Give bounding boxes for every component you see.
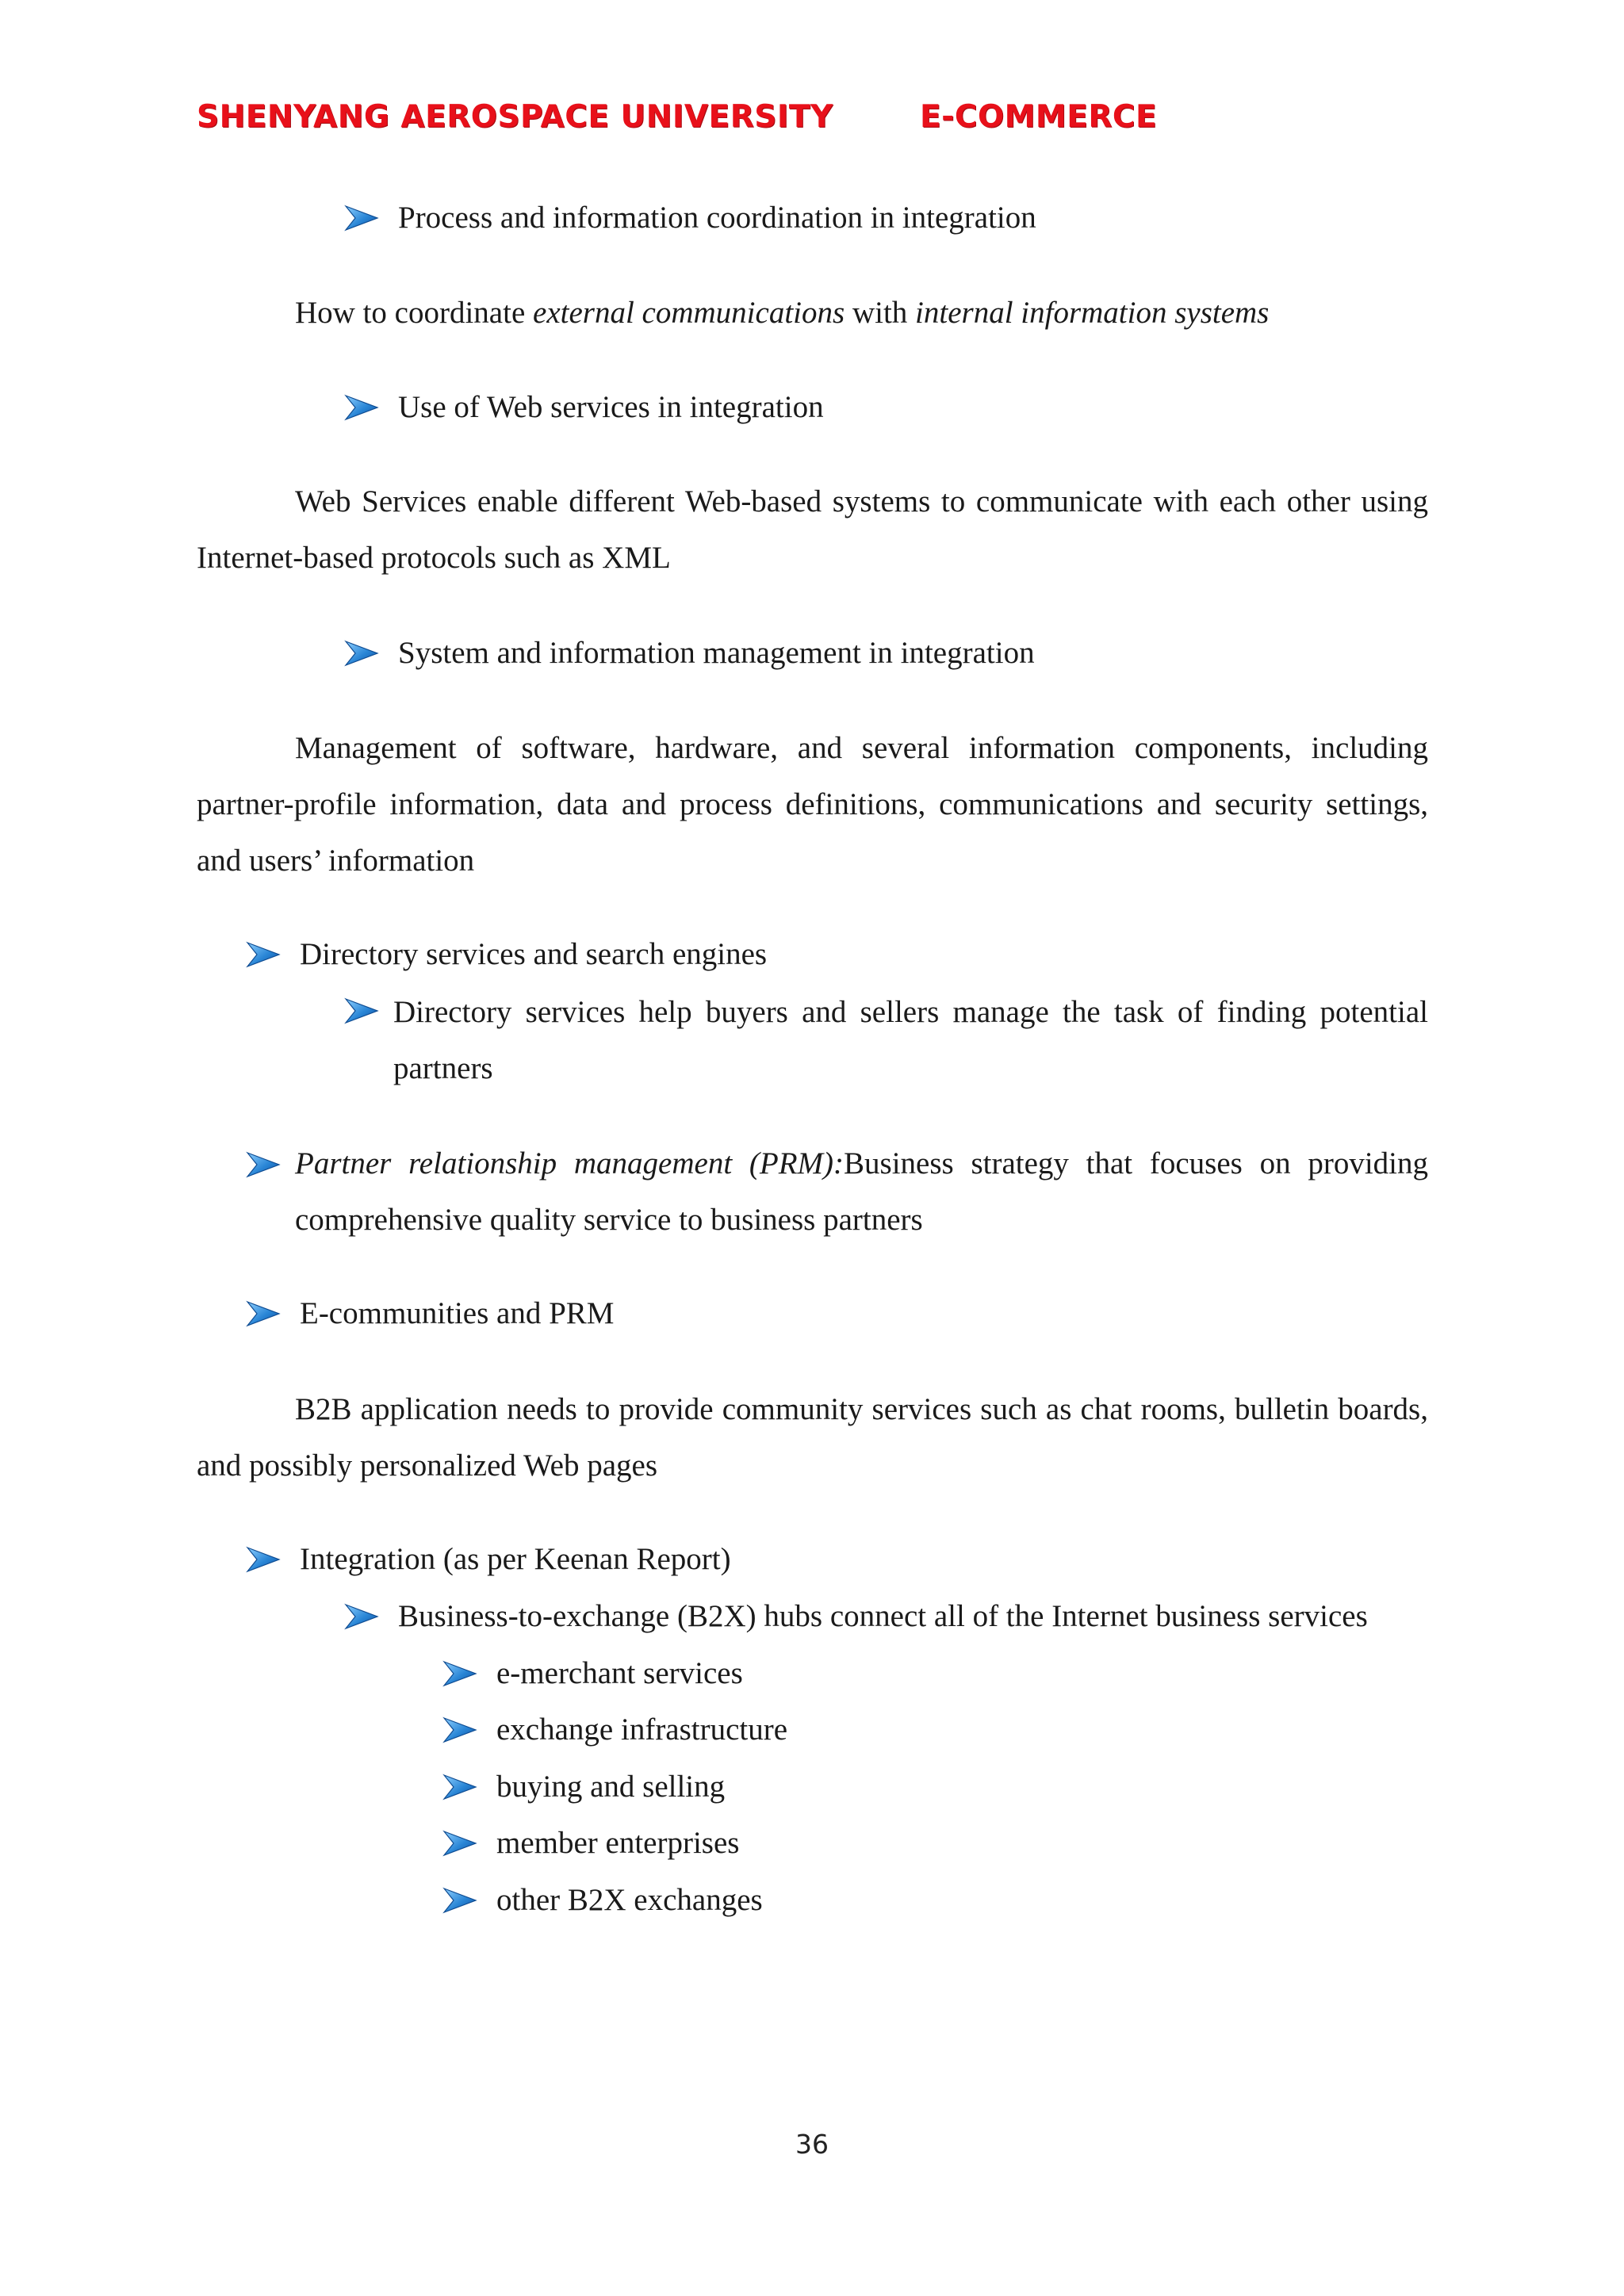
emphasis-text: Partner relationship management (PRM): bbox=[295, 1146, 845, 1181]
bullet-text: Process and information coordination in integration bbox=[398, 201, 1036, 235]
bullet-text: Business-to-exchange (B2X) hubs connect all of the Internet business services bbox=[398, 1599, 1368, 1633]
blue-arrowhead-icon bbox=[246, 1151, 281, 1178]
list-item bbox=[442, 1820, 739, 1866]
list-item-text: buying and selling bbox=[496, 1770, 726, 1804]
bullet-item bbox=[344, 385, 824, 430]
sub-bullet-item bbox=[344, 1594, 1368, 1640]
paragraph: Management of software, hardware, and several information components, including partner-profile information, data and process definitions, communications and security settings, and users’ information bbox=[197, 731, 1428, 878]
header-right-title: E-COMMERCE bbox=[920, 99, 1158, 135]
blue-arrowhead-icon bbox=[442, 1716, 477, 1743]
blue-arrowhead-icon bbox=[442, 1887, 477, 1914]
blue-arrowhead-icon bbox=[246, 941, 281, 968]
blue-arrowhead-icon bbox=[246, 1300, 281, 1327]
list-item-text: e-merchant services bbox=[496, 1656, 743, 1690]
paragraph-text: How to coordinate bbox=[295, 296, 534, 330]
header-left-title: SHENYANG AEROSPACE UNIVERSITY bbox=[197, 99, 833, 135]
paragraph: B2B application needs to provide community services such as chat rooms, bulletin boards, and possibly personalized Web pages bbox=[197, 1392, 1428, 1483]
blue-arrowhead-icon bbox=[344, 205, 379, 232]
bullet-text-body: Business strategy that focuses on providing comprehensive quality service to business partners bbox=[295, 1146, 1429, 1237]
bullet-text: Integration (as per Keenan Report) bbox=[300, 1542, 731, 1576]
list-item-text: other B2X exchanges bbox=[496, 1883, 763, 1917]
list-item bbox=[442, 1764, 725, 1810]
list-item bbox=[442, 1877, 763, 1923]
emphasis-text: internal information systems bbox=[915, 296, 1270, 330]
blue-arrowhead-icon bbox=[344, 394, 379, 421]
bullet-text: Directory services help buyers and sellers manage the task of finding potential partners bbox=[393, 995, 1428, 1085]
list-item-text: exchange infrastructure bbox=[496, 1712, 788, 1747]
blue-arrowhead-icon bbox=[246, 1546, 281, 1573]
bullet-item bbox=[246, 1536, 731, 1582]
bullet-text: E-communities and PRM bbox=[300, 1296, 615, 1330]
bullet-text: Use of Web services in integration bbox=[398, 390, 824, 424]
bullet-item bbox=[344, 195, 1036, 241]
paragraph: Web Services enable different Web-based systems to communicate with each other using Internet-based protocols such as XML bbox=[197, 484, 1428, 575]
list-item-text: member enterprises bbox=[496, 1826, 740, 1860]
list-item bbox=[442, 1707, 787, 1753]
blue-arrowhead-icon bbox=[344, 640, 379, 667]
list-item bbox=[442, 1651, 743, 1697]
blue-arrowhead-icon bbox=[442, 1660, 477, 1687]
paragraph-text: with bbox=[845, 296, 916, 330]
blue-arrowhead-icon bbox=[344, 1603, 379, 1630]
bullet-item bbox=[246, 1291, 614, 1337]
bullet-text bbox=[295, 1135, 1428, 1248]
blue-arrowhead-icon bbox=[344, 997, 379, 1024]
emphasis-text: external communications bbox=[533, 296, 845, 330]
bullet-item bbox=[246, 932, 767, 978]
bullet-text: Directory services and search engines bbox=[300, 937, 768, 971]
bullet-text: System and information management in integration bbox=[398, 636, 1035, 670]
bullet-item bbox=[344, 630, 1035, 676]
blue-arrowhead-icon bbox=[442, 1830, 477, 1857]
blue-arrowhead-icon bbox=[442, 1774, 477, 1800]
page-number: 36 bbox=[795, 2129, 829, 2160]
paragraph bbox=[295, 290, 1269, 336]
